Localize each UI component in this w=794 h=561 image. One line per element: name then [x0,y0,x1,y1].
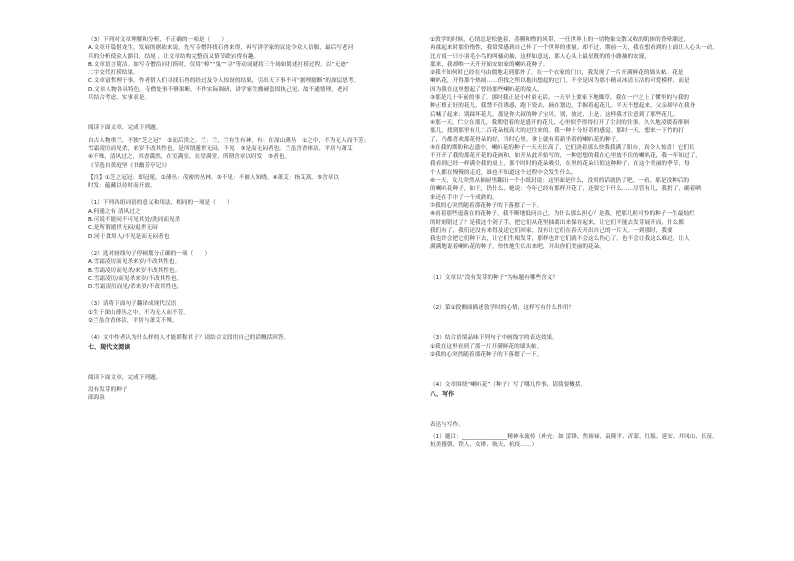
right-q2: （2）第①段侧面描述敦学时的心情，这样写有什么作用？ [430,305,575,312]
notes-line-2: 时发：蕴藏以待时而开放。 [88,183,156,190]
para-4-line-2: 那儿，找到那里有几二百花朵枝高大的过往来的。我一种十分好奇的感觉。那时一天，想来一下竹的打 [430,128,684,135]
writing-intro: 表达与写作。 [430,421,464,428]
q3b-item-2: ②兰虽含香体洁，平居与萧艾不殊。 [88,318,178,325]
right-q3-item-2: ②我的心突然随着那花种子的下落摁了一下。 [430,351,543,358]
q1-option-c: C.是所谓遁世无闷/退世无闷 [88,225,158,232]
passage-line-3: ④不殊，清风过之，其香霭然，在室满室，在堂满堂，所谓含章以时发 ⑤者也。 [88,154,291,161]
q1-title: （1）下列各组词语的意义和用法，相同的一项是（ ） [88,200,233,207]
para-2-line-2: 喇叭花，开得那个热闹……但找之所以抱出想起的它门，不全是因为那小精灵冰清玉洁的可爱模样，而是 [430,78,690,85]
para-5-line-4: 个人都在慢慢的走近，谁也不知道这个过程中会发生什么。 [430,169,577,176]
writing-topic-line-1: （1）题目：________________精神永流传（补充：如 雷锋、焦裕禄、袁隆平、沂蒙、红船、延安、井冈山、长征、 [430,433,719,440]
para-3-line-3: 后喊了起来：别踩坏花儿，那是你大叔的种子宝贝，别，放过，上是，这样我才注意到了那些花儿。 [430,111,679,118]
right-q3-item-1: ①我在这里看到了那一片开满鲜花的墙头帖。 [430,343,543,350]
option-d-line-1: D.文章人物各具特色。寺僧处事不够果断，不作实际调研，讲学家生搬硬套固执己见，故不通情理，老河 [88,86,349,93]
section-8-heading: 八、写作 [430,390,455,398]
option-c-line-1: C.文章富哲理于事。作者借人们寻找石兽的经过及令人惊讶的结果，引出天下事不可“据理臆断”的深层思考。 [88,78,360,85]
article-author: 邱海泉 [88,395,105,402]
para-8-line-3: 我们有了，我们还没有来得及送它们回家，没有让它们在春天开出自己的一片天。一到那时，我要 [430,227,673,234]
para-1-line-3: 比方说一只小羽毛小鸟的叫骚动抽，这样如意这，那人心头上最星既的的小路抽的安诞， [430,53,651,60]
reading-intro: 阅读下面文章，完成下列题。 [88,125,162,132]
para-2-line-3: 因为我在这里想起了曾经那些喇叭花的故人。 [430,86,543,93]
para-8-line-2: 的时刻错过了？是我这个剑子手，把它们从花里抽离出来保存起来，让它们不能去发芽展开而，什么都 [430,219,684,226]
q2-option-a: A.雪霜凌厉而见杀来岁/不改其性也。 [88,259,181,266]
para-8-line-5: 满满地说着喇叭花的种子，快快地生长出来吧，开出你们美丽的花朵。 [430,244,605,251]
reading-intro-2: 阅读下面文章，完成下列题。 [88,374,162,381]
q2-option-b: B.雪霜凌厉而见杀/来岁不改其性也。 [88,267,181,274]
para-6-line-1: ⑥一天，女儿突然从抽屉里翻出一个小纸封说：这里面是什么，没用的话就扔了吧。一看，那是没种后的 [430,178,690,185]
option-a-line-2: 兵的分析使众人豁目，结尾 ，让文章结构完整而又情节跌宕得有趣。 [88,53,260,60]
option-b-line-1: B.文章语言简洁。如写寺僧沿河打捞时，仅用“棹”“曳”“寻”等动词就将三个场如简述打捞过程，以“无迹” [88,61,349,68]
para-8-line-1: ⑧看着那些退落在的花种子，我不断地低问自己，为什么那么担心？是我，把那几粒可怜的种子一生最灿烂 [430,211,695,218]
passage-line-1: 自古人物重兰，不独“芝之冠” ②而后贵之。兰：兰，兰有生有神，有：在深山薄丛 ①之中，不为无人而不芳； [88,137,370,144]
q4-title: （4）文中作者认为什么样的人才能堪称君子？请结合文段用自己的话概括回答。 [88,335,290,342]
passage-line-2: 雪霜凌厉而见杀，来岁不改其性也。是所谓遁世无闷，不见 ③是而无闷者也。兰虽含香体洁，平居与萧艾 [88,145,353,152]
right-q4: （4）文章围绕“喇叭花”（种子）写了哪几件事，请简要概括。 [430,382,587,389]
left-column [88,36,430,403]
para-6-line-2: 的喇叭花种子，如干，扔什么，她说：今年已经有那样开花了，还要它干什么……尽管有几，我扔了，确着晒 [430,186,701,193]
para-1-line-2: 再涨起来时那份惰性，我常常感到自己怀了一个世界的重量。却不过，期前一天，我在想看到的上面让人心头一动。 [430,45,718,52]
section-7-heading: 七、现代文阅读 [88,343,131,351]
right-q1: （1）文章以“没有发芽的种子”为标题有哪些含义？ [430,274,559,281]
option-b-line-2: 二字交代打捞结果。 [88,70,139,77]
q3b-title: （3）请将下面句子翻译成现代汉语 [88,301,177,308]
para-2-line-1: ②我不知何时已经在马由僵地走到那外了，在一个衣家的门口，我发现了一片开满鲜花的墙头帖。花是 [430,70,684,77]
article-title: 没有发芽的种子 [88,386,128,393]
right-q3-title: （3）结合语境品味下列句子中画线字的表达效果。 [430,335,558,342]
passage-source: 《节选自黄庭坚《书幽芳亭记》》 [88,162,170,169]
para-1-line-1: ①敦学的时候，心情总是松弛着，蒸腾和煦的风带，一任世界上的一切物象交散又收的肌体的昏晕潮过， [430,37,690,43]
writing-topic-line-2: 抗美援朝、铁人、女排、航天、抗疫……） [430,442,538,449]
para-8-line-4: 我也许会把它们种下去，让它们生根发芽，那样也许它们就不会这么伤心了，也不会让我这么难过，让人 [430,236,690,243]
para-1-line-4: 那来，我却唯一天开开始安如家的喇叭花种子。 [430,61,549,68]
q1-option-b: B.可说不能同不可见其处/洗同而见杀 [88,217,181,224]
option-a-line-1: A.文章开篇借龙生，发展的据依来说。先写寺僧拜找石兽来得，再写讲学家的议论令众人信服，最后写老河 [88,45,354,52]
right-column [430,36,772,449]
option-d-line-2: 兵结合考虑，实事求是。 [88,95,151,102]
q2-title: （2）选对画线句子停顿划分正确的一项（ ） [88,250,211,257]
q3b-item-1: ①生于深山薄丛之中，不为无人而不芳。 [88,309,190,316]
para-5-line-3: 我看到已经一样满全我的桌上，那个时时的花朵吸引，在里的花朵只似这种种子，在这个美丽的季节，每 [430,161,690,168]
para-5-line-2: 不开开了我的那花开花的花画和，如开从此开始写的，一种思想的我在心里放不住的喇叭花，我一年知过了， [430,153,701,160]
para-3-line-2: 种正格正好的花儿，我禁不住诱惑，跑下瓷去，摘在划边，手握着起花儿。半天不想起来，父亲却早在我身 [430,103,696,110]
para-6-line-3: 来还在手中了一个成熟的。 [430,194,498,201]
q2-option-c: C.雪霜凌厉/而见杀来岁/不改其性也。 [88,275,183,282]
para-7: ⑦我的心突然随着那花种子的下落摁了一下。 [430,202,543,209]
notes-line-1: 【注】①芝之冠冠：即冠冕。②薄丛：茂密的丛林。③不见：不被人知晓。④萧艾：指艾蒿。⑤含章以 [88,174,340,181]
para-3-line-1: ③那是几十年前的事了。那时我正是小村童无话，一天早上要家下地锄草，我在一户之上了懂里的与我的 [430,95,690,102]
question-3-title: （3）下列对文章理解和分析，不正确的一项是（ ） [88,37,228,43]
q1-option-d: D.同于食用人/不见是而无闷者也 [88,233,170,240]
para-4-line-1: ④那一天，伫立在那儿，我期望着的是盛开的花儿，心里似乎得得打开了尘封的往事。久久地凌缓着徘徊 [430,119,690,126]
para-5-line-1: ⑤在我的期盼和志盛中，喇叭花的种子一天天长高了，它们浇着那么快我我满了阳台，真令人惊喜！它们长 [430,144,695,151]
q2-option-d: D.雪霜凌厉而见/杀来岁/不改其性也。 [88,284,183,291]
q1-option-a: A.何遁之有 清风过之 [88,208,141,215]
para-4-line-3: 了，乃都喜欢那花骨朵的好，当时心里，拿上就有着新坐着的喇叭花的种子。 [430,136,622,143]
